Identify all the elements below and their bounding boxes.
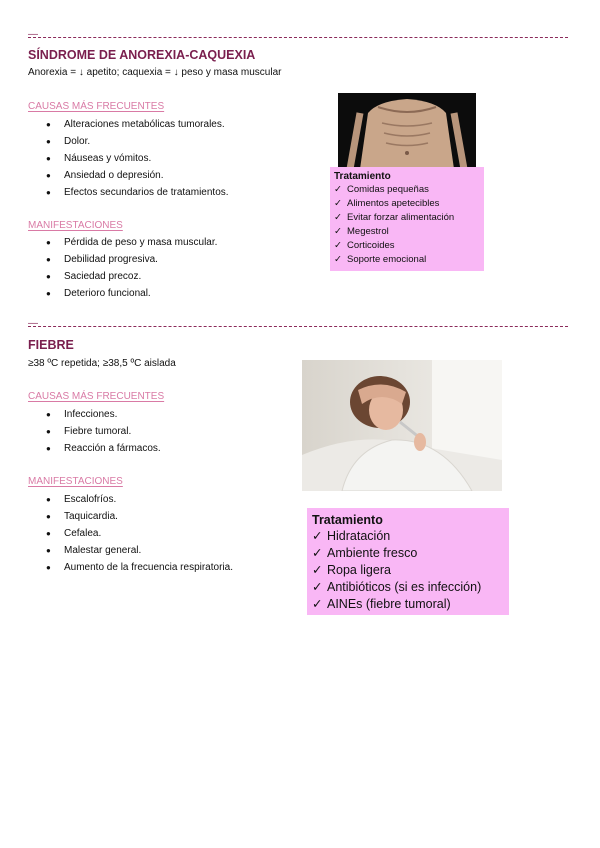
list-item: ● Aumento de la frecuencia respiratoria. bbox=[46, 559, 233, 576]
treatment-item: ✓ Ropa ligera bbox=[312, 562, 509, 579]
treatment-item: ✓ Hidratación bbox=[312, 528, 509, 545]
list-item: ● Ansiedad o depresión. bbox=[46, 167, 229, 184]
list-item: ● Cefalea. bbox=[46, 525, 233, 542]
causes-heading: CAUSAS MÁS FRECUENTES bbox=[28, 101, 165, 112]
section-title: FIEBRE bbox=[28, 338, 74, 352]
cachexia-photo bbox=[338, 93, 476, 169]
list-item: ● Pérdida de peso y masa muscular. bbox=[46, 234, 217, 251]
section-subtitle: Anorexia = ↓ apetito; caquexia = ↓ peso y masa muscular bbox=[28, 67, 282, 78]
treatment-item: ✓ Alimentos apetecibles bbox=[334, 197, 484, 211]
treatment-box bbox=[307, 508, 509, 615]
treatment-item: ✓ Megestrol bbox=[334, 225, 484, 239]
treatment-heading: Tratamiento bbox=[334, 171, 391, 182]
treatment-heading: Tratamiento bbox=[312, 513, 383, 527]
section-subtitle: ≥38 ºC repetida; ≥38,5 ºC aislada bbox=[28, 358, 176, 369]
list-item: ● Efectos secundarios de tratamientos. bbox=[46, 184, 229, 201]
list-item: ● Náuseas y vómitos. bbox=[46, 150, 229, 167]
list-item: ● Infecciones. bbox=[46, 406, 161, 423]
causes-heading: CAUSAS MÁS FRECUENTES bbox=[28, 391, 165, 402]
fever-photo bbox=[302, 360, 502, 491]
treatment-item: ✓ Evitar forzar alimentación bbox=[334, 211, 484, 225]
list-item: ● Malestar general. bbox=[46, 542, 233, 559]
list-item: ● Fiebre tumoral. bbox=[46, 423, 161, 440]
causes-list bbox=[46, 406, 161, 457]
treatment-item: ✓ Ambiente fresco bbox=[312, 545, 509, 562]
list-item: ● Escalofríos. bbox=[46, 491, 233, 508]
list-item: ● Reacción a fármacos. bbox=[46, 440, 161, 457]
treatment-item: ✓ AINEs (fiebre tumoral) bbox=[312, 596, 509, 613]
manifestations-list bbox=[46, 234, 217, 302]
list-item: ● Dolor. bbox=[46, 133, 229, 150]
manifestations-list bbox=[46, 491, 233, 576]
section-title: SÍNDROME DE ANOREXIA-CAQUEXIA bbox=[28, 48, 256, 62]
section-divider bbox=[28, 326, 568, 327]
list-item: ● Debilidad progresiva. bbox=[46, 251, 217, 268]
causes-list bbox=[46, 116, 229, 201]
treatment-item: ✓ Antibióticos (si es infección) bbox=[312, 579, 509, 596]
list-item: ● Deterioro funcional. bbox=[46, 285, 217, 302]
treatment-list bbox=[334, 183, 484, 267]
treatment-box bbox=[330, 167, 484, 271]
manifestations-heading: MANIFESTACIONES bbox=[28, 476, 123, 487]
manifestations-heading: MANIFESTACIONES bbox=[28, 220, 123, 231]
treatment-list bbox=[312, 528, 509, 613]
list-item: ● Saciedad precoz. bbox=[46, 268, 217, 285]
treatment-item: ✓ Soporte emocional bbox=[334, 253, 484, 267]
list-item: ● Alteraciones metabólicas tumorales. bbox=[46, 116, 229, 133]
treatment-item: ✓ Comidas pequeñas bbox=[334, 183, 484, 197]
treatment-item: ✓ Corticoides bbox=[334, 239, 484, 253]
section-divider bbox=[28, 37, 568, 38]
list-item: ● Taquicardia. bbox=[46, 508, 233, 525]
